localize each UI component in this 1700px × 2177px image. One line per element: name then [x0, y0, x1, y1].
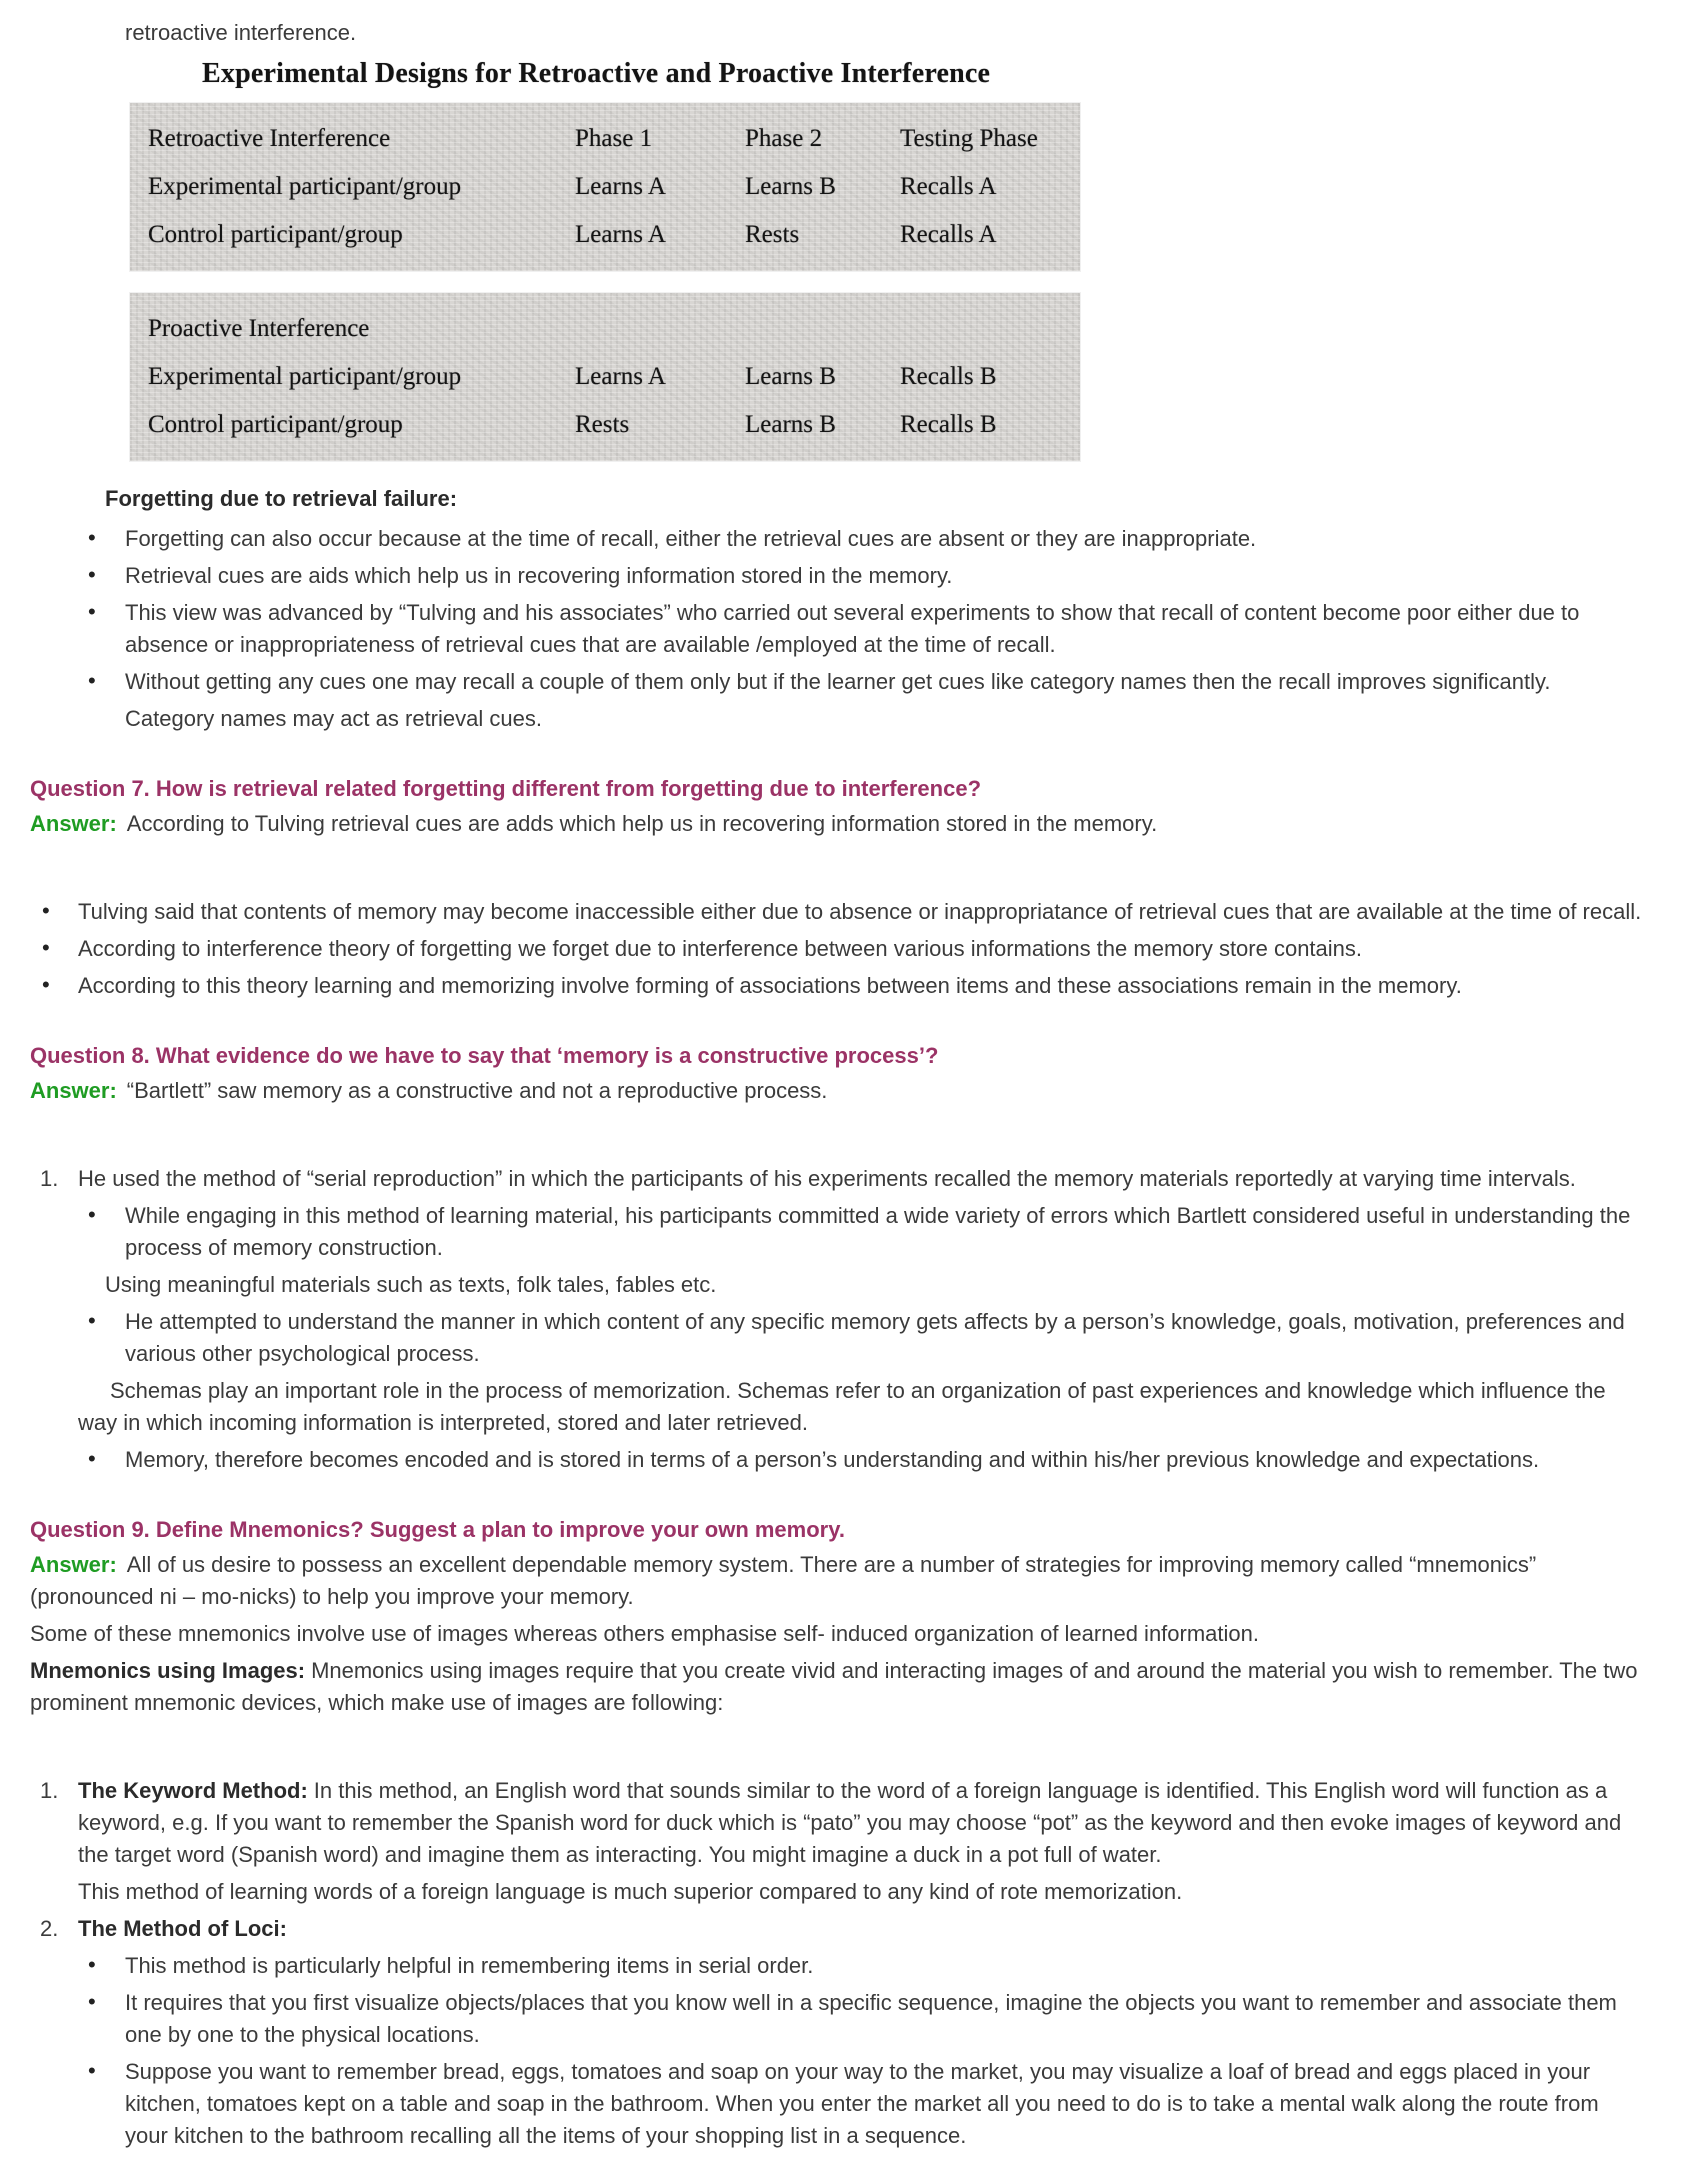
bullet-icon: •: [88, 668, 96, 693]
table-cell: Learns A: [575, 221, 666, 248]
table-row: [130, 401, 1080, 449]
bullet-text: Retrieval cues are aids which help us in recovering information stored in the memory.: [125, 563, 953, 588]
answer-text: All of us desire to possess an excellent dependable memory system. There are a number of strategies for improving memory called “mnemonics” (pronounced ni – mo-nicks) to help you improve your memory.: [30, 1552, 1537, 1609]
table-cell: Recalls A: [900, 221, 997, 248]
table-header-cell: [900, 305, 1080, 353]
table-row: [130, 211, 1080, 259]
answer-text: According to Tulving retrieval cues are adds which help us in recovering information stored in the memory.: [126, 811, 1158, 836]
table-cell: Recalls A: [900, 173, 997, 200]
table-header-cell: Phase 2: [745, 125, 823, 152]
table-header-cell: Retroactive Interference: [148, 125, 391, 152]
bullet-text: According to interference theory of forgetting we forget due to interference between various informations the memory store contains.: [78, 936, 1363, 961]
table-cell: Learns B: [745, 363, 836, 390]
table-header-row: [130, 115, 1080, 163]
table-cell: Learns B: [745, 411, 836, 438]
bullet-item: [0, 666, 1645, 698]
table-cell: Control participant/group: [148, 221, 403, 248]
item-number: 1.: [40, 1778, 59, 1803]
answer-label: Answer:: [30, 1552, 117, 1577]
table-row: [130, 163, 1080, 211]
document-body: [0, 483, 1645, 2152]
numbered-item: [0, 1163, 1645, 1195]
bullet-text: Tulving said that contents of memory may become inaccessible either due to absence or inappropriatance of retrieval cues that are available at the time of recall.: [78, 899, 1642, 924]
bullet-text: While engaging in this method of learning material, his participants committed a wide variety of errors which Bartlett considered useful in understanding the process of memory construction.: [125, 1203, 1631, 1260]
bullet-icon: •: [88, 1989, 96, 2014]
table-cell: Recalls B: [900, 411, 997, 438]
bullet-item: [0, 1987, 1645, 2051]
question-heading: Question 8. What evidence do we have to say that ‘memory is a constructive process’?: [30, 1043, 939, 1068]
bullet-text: According to this theory learning and memorizing involve forming of associations between items and these associations remain in the memory.: [78, 973, 1462, 998]
item-lead: The Method of Loci:: [78, 1916, 287, 1941]
table-header-cell: [575, 305, 745, 353]
item-text: In this method, an English word that sounds similar to the word of a foreign language is identified. This English word will function as a keyword, e.g. If you want to remember the Spanish word for duck which is “pato” you may choose “pot” as the keyword and then evoke images of keyword and the target word (Spanish word) and imagine them as interacting. You might imagine a duck in a pot full of water.: [78, 1778, 1622, 1867]
bullet-text: Suppose you want to remember bread, eggs, tomatoes and soap on your way to the market, you may visualize a loaf of bread and eggs placed in your kitchen, tomatoes kept on a table and soap in the bathroom. When you enter the market all you need to do is to take a mental walk along the route from your kitchen to the bathroom recalling all the items of your shopping list in a sequence.: [125, 2059, 1599, 2148]
bullet-icon: •: [42, 935, 50, 960]
answer-text: “Bartlett” saw memory as a constructive and not a reproductive process.: [126, 1078, 828, 1103]
lead-label: Mnemonics using Images:: [30, 1658, 306, 1683]
table-cell: Learns A: [575, 173, 666, 200]
bullet-icon: •: [88, 1952, 96, 1977]
numbered-item: [0, 1775, 1645, 1871]
bullet-item: [0, 1950, 1645, 1982]
bullet-text: Without getting any cues one may recall a couple of them only but if the learner get cues like category names then the recall improves significantly.: [125, 669, 1551, 694]
table-row: [130, 353, 1080, 401]
bullet-icon: •: [88, 599, 96, 624]
bullet-item: [0, 896, 1645, 928]
bullet-item: [0, 970, 1645, 1002]
bullet-item: [0, 1444, 1645, 1476]
bullet-text: Forgetting can also occur because at the time of recall, either the retrieval cues are absent or they are inappropriate.: [125, 526, 1257, 551]
table-header-cell: [745, 305, 900, 353]
bullet-item: [0, 1200, 1645, 1264]
table-header-cell: Testing Phase: [900, 125, 1038, 152]
interference-table-retroactive-interference: [130, 103, 1080, 271]
answer-paragraph: [30, 1075, 1645, 1107]
scanned-table-figure: [130, 57, 1080, 461]
bullet-text: This view was advanced by “Tulving and his associates” who carried out several experiments to show that recall of content become poor either due to absence or inappropriateness of retrieval cues that are available /employed at the time of recall.: [125, 600, 1580, 657]
question-heading: Question 7. How is retrieval related forgetting different from forgetting due to interference?: [30, 776, 982, 801]
table-cell: Learns A: [575, 363, 666, 390]
bullet-item: [0, 523, 1645, 555]
paragraph: Schemas play an important role in the process of memorization. Schemas refer to an organization of past experiences and knowledge which influence the way in which incoming information is interpreted, stored and later retrieved.: [78, 1378, 1606, 1435]
item-text: He used the method of “serial reproduction” in which the participants of his experiments recalled the memory materials reportedly at varying time intervals.: [78, 1166, 1576, 1191]
table-cell: Experimental participant/group: [148, 173, 462, 200]
answer-paragraph: [30, 808, 1645, 840]
paragraph: Using meaningful materials such as texts, folk tales, fables etc.: [105, 1272, 717, 1297]
table-cell: Experimental participant/group: [148, 363, 462, 390]
bullet-icon: •: [88, 525, 96, 550]
item-lead: The Keyword Method:: [78, 1778, 308, 1803]
bullet-item: [0, 933, 1645, 965]
bullet-item: [0, 597, 1645, 661]
answer-label: Answer:: [30, 811, 117, 836]
table-header-cell: Proactive Interference: [148, 315, 370, 342]
question-heading: Question 9. Define Mnemonics? Suggest a plan to improve your own memory.: [30, 1517, 845, 1542]
paragraph: This method of learning words of a foreign language is much superior compared to any kind of rote memorization.: [78, 1879, 1183, 1904]
paragraph: Category names may act as retrieval cues.: [125, 706, 542, 731]
bullet-text: It requires that you first visualize objects/places that you know well in a specific sequence, imagine the objects you want to remember and associate them one by one to the physical locations.: [125, 1990, 1617, 2047]
item-number: 2.: [40, 1916, 59, 1941]
bullet-icon: •: [88, 562, 96, 587]
figure-title: Experimental Designs for Retroactive and Proactive Interference: [202, 58, 991, 89]
lead-paragraph: [30, 1655, 1645, 1719]
interference-tables: [130, 103, 1080, 461]
bullet-item: [0, 1306, 1645, 1370]
table-header-cell: Phase 1: [575, 125, 653, 152]
paragraph: Some of these mnemonics involve use of images whereas others emphasise self- induced organization of learned information.: [30, 1621, 1259, 1646]
bullet-icon: •: [88, 1202, 96, 1227]
bullet-item: [0, 560, 1645, 592]
table-cell: Recalls B: [900, 363, 997, 390]
bullet-item: [0, 2056, 1645, 2152]
numbered-item: [0, 1913, 1645, 1945]
item-number: 1.: [40, 1166, 59, 1191]
bullet-text: He attempted to understand the manner in which content of any specific memory gets affects by a person’s knowledge, goals, motivation, preferences and various other psychological process.: [125, 1309, 1625, 1366]
table-header-row: [130, 305, 1080, 353]
bullet-icon: •: [42, 972, 50, 997]
answer-label: Answer:: [30, 1078, 117, 1103]
table-cell: Control participant/group: [148, 411, 403, 438]
bullet-text: Memory, therefore becomes encoded and is stored in terms of a person’s understanding and within his/her previous knowledge and expectations.: [125, 1447, 1540, 1472]
section-heading: Forgetting due to retrieval failure:: [105, 486, 458, 511]
bullet-icon: •: [88, 1308, 96, 1333]
interference-table-proactive-interference: [130, 293, 1080, 461]
bullet-icon: •: [88, 1446, 96, 1471]
table-cell: Rests: [575, 411, 630, 438]
bullet-text: This method is particularly helpful in remembering items in serial order.: [125, 1953, 814, 1978]
bullet-icon: •: [88, 2058, 96, 2083]
intro-text: retroactive interference.: [125, 20, 357, 45]
table-cell: Learns B: [745, 173, 836, 200]
answer-paragraph: [30, 1549, 1645, 1613]
bullet-icon: •: [42, 898, 50, 923]
table-cell: Rests: [745, 221, 800, 248]
lead-text: Mnemonics using images require that you create vivid and interacting images of and around the material you wish to remember. The two prominent mnemonic devices, which make use of images are following:: [30, 1658, 1638, 1715]
